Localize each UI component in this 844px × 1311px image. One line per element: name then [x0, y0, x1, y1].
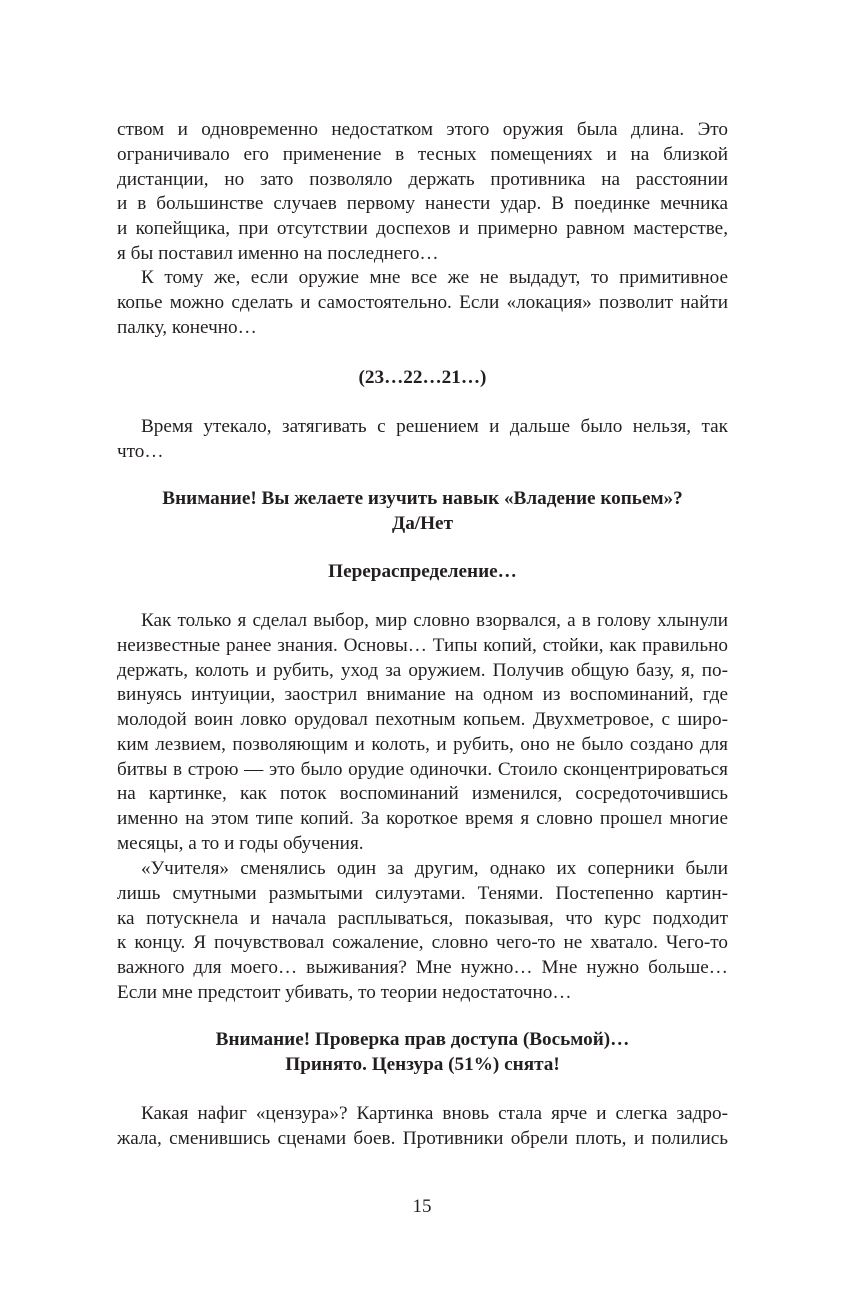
section-heading [117, 366, 728, 391]
text-line: жала, сменившись сценами боев. Противники обрели плоть, и полились [117, 1127, 728, 1149]
text-line: и в большинстве случаев первому нанести удар. В поединке мечника [117, 193, 728, 215]
text-line: Внимание! Вы желаете изучить навык «Владение копьем»? [162, 488, 683, 509]
paragraph [117, 118, 728, 267]
text-line: и копейщика, при отсутствии доспехов и примерно равном мастерстве, [117, 218, 728, 239]
text-line: молодой воин ловко орудовал пехотным копьем. Двухметровое, с широ- [117, 709, 728, 730]
paragraph [117, 1102, 728, 1152]
text-line: (23…22…21…) [358, 367, 487, 388]
text-line: битвы в строю — это было орудие одиночки. Стоило сконцентрироваться [117, 758, 728, 780]
text-line: Время утекало, затягивать с решением и дальше было нельзя, так [141, 416, 728, 437]
text-line: Если мне предстоит убивать, то теории недостаточно… [117, 981, 572, 1003]
text-line: важного для моего… выживания? Мне нужно… Мне нужно больше… [117, 957, 728, 978]
text-line: к концу. Я почувствовал сожаление, словно чего-то не хватало. Чего-то [117, 932, 728, 954]
text-line: именно на этом типе копий. За короткое время я словно прошел многие [117, 808, 728, 829]
text-line: винуясь интуиции, заострил внимание на одном из воспоминаний, где [117, 684, 728, 706]
text-line: я бы поставил именно на последнего… [117, 242, 439, 264]
text-line: ством и одновременно недостатком этого оружия была длина. Это [117, 119, 728, 140]
text-line: Как только я сделал выбор, мир словно взорвался, а в голову хлынули [141, 610, 728, 631]
text-line: Перераспределение… [328, 561, 517, 582]
text-line: К тому же, если оружие мне все же не выдадут, то примитивное [141, 267, 728, 288]
text-line: Внимание! Проверка прав доступа (Восьмой)… [215, 1029, 630, 1050]
paragraph [117, 857, 728, 1006]
text-line: неизвестные ранее знания. Основы… Типы копий, стойки, как правильно [117, 634, 728, 656]
section-heading [117, 487, 728, 537]
text-line: дистанции, но зато позволяло держать противника на расстоянии [117, 168, 728, 190]
section-heading [117, 560, 728, 585]
paragraph [117, 415, 728, 465]
text-line: лишь смутными размытыми силуэтами. Тенями. Постепенно картин- [117, 882, 728, 904]
text-line: ким лезвием, позволяющим и колоть, и рубить, оно не было создано для [117, 733, 728, 755]
text-line: Да/Нет [392, 512, 453, 534]
text-line: ограничивало его применение в тесных помещениях и на близкой [117, 143, 728, 165]
text-line: Какая нафиг «цензура»? Картинка вновь стала ярче и слегка задро- [141, 1103, 728, 1124]
text-line: «Учителя» сменялись один за другим, однако их соперники были [141, 858, 728, 879]
text-line: Принято. Цензура (51%) снята! [285, 1053, 560, 1075]
text-line: держать, колоть и рубить, уход за оружием. Получив общую базу, я, по- [117, 659, 728, 681]
paragraph [117, 266, 728, 340]
text-line: копье можно сделать и самостоятельно. Если «локация» позволит найти [117, 291, 728, 313]
section-heading [117, 1028, 728, 1078]
text-line: ка потускнела и начала расплываться, показывая, что курс подходит [117, 907, 728, 929]
text-line: что… [117, 440, 164, 462]
text-line: палку, конечно… [117, 316, 257, 338]
paragraph [117, 609, 728, 857]
page-number: 15 [412, 1196, 432, 1217]
text-line: на картинке, как поток воспоминаний изменился, сосредоточившись [117, 783, 728, 805]
text-line: месяцы, а то и годы обучения. [117, 832, 364, 854]
